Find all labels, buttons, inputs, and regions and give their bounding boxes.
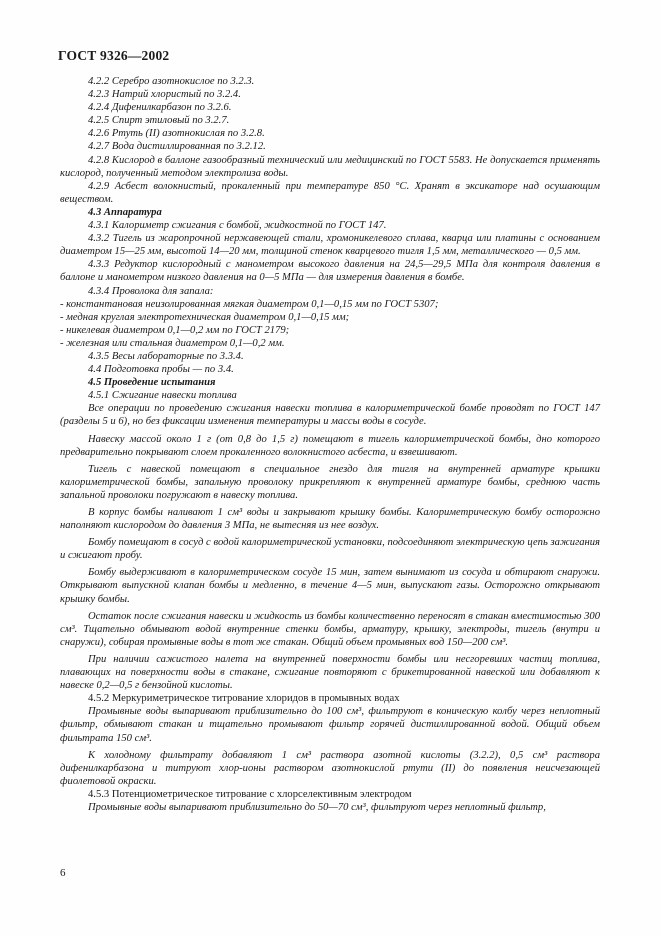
document-header: ГОСТ 9326—2002	[58, 48, 170, 63]
page-number: 6	[60, 867, 66, 879]
paragraph: 4.2.5 Спирт этиловый по 3.2.7.	[88, 115, 230, 127]
paragraph: 4.2.6 Ртуть (II) азотнокислая по 3.2.8.	[88, 128, 265, 140]
paragraph: 4.3.3 Редуктор кислородный с манометром высокого давления на 24,5—29,5 МПа для контроля давления в баллоне и манометром низкого давления на 0—5 МПа — для измерения давления в бомбе.	[60, 259, 600, 284]
list-item: - медная круглая электротехническая диаметром 0,1—0,15 мм;	[60, 311, 350, 323]
list-item: - железная или стальная диаметром 0,1—0,2 мм.	[60, 337, 285, 349]
paragraph: 4.3.2 Тигель из жаропрочной нержавеющей стали, хромоникелевого сплава, кварца или платины с основанием диаметром 15—25 мм, высотой 14—20 мм, толщиной стенок кварцевого тигля 1,5 мм, металлического — 0,5 мм.	[60, 233, 600, 258]
paragraph: 4.3.1 Калориметр сжигания с бомбой, жидкостной по ГОСТ 147.	[88, 220, 387, 232]
paragraph: Все операции по проведению сжигания навески топлива в калориметрической бомбе проводят по ГОСТ 147 (разделы 5 и 6), но без фиксации изменения температуры и массы воды в сосуде.	[60, 403, 600, 428]
paragraph: Бомбу помещают в сосуд с водой калориметрической установки, подсоединяют электрическую цепь зажигания и сжигают пробу.	[60, 537, 600, 562]
paragraph: 4.3.5 Весы лабораторные по 3.3.4.	[88, 350, 244, 362]
section-heading: 4.5 Проведение испытания	[88, 377, 216, 389]
subsection-heading: 4.5.2 Меркуриметрическое титрование хлоридов в промывных водах	[88, 693, 400, 705]
paragraph: Промывные воды выпаривают приблизительно до 50—70 см³, фильтруют через неплотный фильтр,	[88, 801, 546, 813]
list-item: - константановая неизолированная мягкая диаметром 0,1—0,15 мм по ГОСТ 5307;	[60, 298, 439, 310]
paragraph: Бомбу выдерживают в калориметрическом сосуде 15 мин, затем вынимают из сосуда и обтирают снаружи. Открывают выпускной клапан бомбы и медленно, в течение 4—5 мин, выпускают газы. Осторожно открывают крышку бомбы.	[60, 567, 600, 605]
section-heading: 4.3 Аппаратура	[88, 206, 162, 218]
paragraph: При наличии сажистого налета на внутренней поверхности бомбы или несгоревших частиц топлива, плавающих на поверхности воды в стакане, сжигание повторяют с брикетированной навеской или добавляют к навеске 0,2—0,5 г бензойной кислоты.	[60, 653, 600, 692]
paragraph: 4.2.9 Асбест волокнистый, прокаленный при температуре 850 °С. Хранят в эксикаторе над осушающим веществом.	[60, 180, 600, 205]
paragraph: К холодному фильтрату добавляют 1 см³ раствора азотной кислоты (3.2.2), 0,5 см³ раствора дифенилкарбазона и титруют хлор-ионы раствором азотнокислой ртути (II) до появления неисчезающей фиолетовой окраски.	[60, 749, 600, 787]
paragraph: 4.3.4 Проволока для запала:	[88, 285, 214, 297]
subsection-heading: 4.5.3 Потенциометрическое титрование с хлорселективным электродом	[88, 788, 412, 800]
paragraph: В корпус бомбы наливают 1 см³ воды и закрывают крышку бомбы. Калориметрическую бомбу осторожно наполняют кислородом до давления 3 МПа, не вытесняя из нее воздух.	[60, 507, 600, 532]
paragraph: Остаток после сжигания навески и жидкость из бомбы количественно переносят в стакан вместимостью 300 см³. Тщательно обмывают водой внутренние стенки бомбы, арматуру, крышку, электроды, тигель (внутри и снаружи), собирая промывные воды в тот же стакан. Общий объем промывных вод 150—200 см³.	[60, 610, 600, 648]
paragraph: 4.5.1 Сжигание навески топлива	[88, 390, 237, 402]
paragraph: Навеску массой около 1 г (от 0,8 до 1,5 г) помещают в тигель калориметрической бомбы, дно которого предварительно покрывают слоем прокаленного волокнистого асбеста, и взвешивают.	[60, 433, 600, 458]
paragraph: 4.2.3 Натрий хлористый по 3.2.4.	[88, 89, 241, 101]
paragraph: 4.2.7 Вода дистиллированная по 3.2.12.	[88, 141, 266, 153]
paragraph: 4.2.2 Серебро азотнокислое по 3.2.3.	[88, 76, 255, 87]
document-body	[60, 75, 600, 814]
paragraph: Тигель с навеской помещают в специальное гнездо для тигля на внутренней арматуре крышки калориметрической бомбы, запальную проволоку прикрепляют к внутренней арматуре бомбы, среднюю часть запальной проволоки погружают в навеску топлива.	[60, 463, 600, 501]
paragraph: Промывные воды выпаривают приблизительно до 100 см³, фильтруют в коническую колбу через неплотный фильтр, обмывают стакан и тщательно промывают фильтр горячей дистиллированной водой. Общий объем фильтрата 150 см³.	[60, 706, 600, 744]
paragraph: 4.2.4 Дифенилкарбазон по 3.2.6.	[88, 102, 232, 114]
list-item: - никелевая диаметром 0,1—0,2 мм по ГОСТ 2179;	[60, 324, 290, 336]
paragraph: 4.4 Подготовка пробы — по 3.4.	[88, 364, 234, 376]
paragraph: 4.2.8 Кислород в баллоне газообразный технический или медицинский по ГОСТ 5583. Не допускается применять кислород, полученный методом электролиза воды.	[60, 154, 600, 179]
